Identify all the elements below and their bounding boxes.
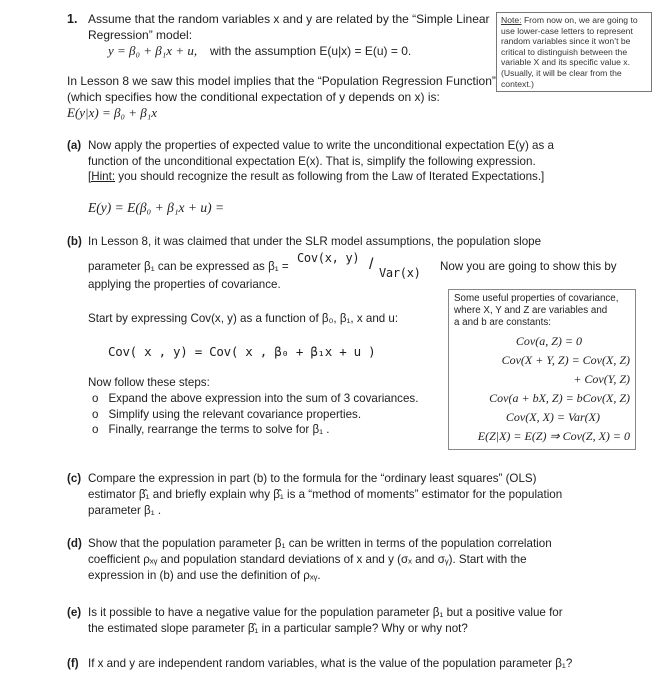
part-d-line2: coefficient ρₓᵧ and population standard deviations of x and y (σₓ and σᵧ). Start with the	[88, 553, 527, 566]
props-title-line3: a and b are constants:	[454, 317, 551, 328]
part-a-line2: function of the unconditional expectation E(x). That is, simplify the following expression.	[88, 155, 536, 168]
part-b-line3: applying the properties of covariance.	[88, 278, 281, 291]
property-1: Cov(a, Z) = 0	[515, 334, 582, 348]
part-e-line2: the estimated slope parameter β̂₁ in a particular sample? Why or why not?	[88, 622, 468, 635]
model-assumption: with the assumption E(u|x) = E(u) = 0.	[210, 44, 412, 58]
part-b-line1: In Lesson 8, it was claimed that under the SLR model assumptions, the population slope	[88, 235, 542, 248]
note-text: From now on, we are going to use lower-case letters to represent random variables since it won’t be critical to distinguish between the variable X and its specific value x. (Usually, it will be clear from the context.)	[501, 15, 638, 89]
note-label: Note:	[501, 15, 522, 25]
lesson8-line1: In Lesson 8 we saw this model implies that the “Population Regression Function”	[67, 74, 496, 88]
bullet-icon: o	[92, 407, 99, 421]
part-d-line3: expression in (b) and use the definition of ρₓᵧ.	[88, 569, 321, 582]
property-4: Cov(X, X) = Var(X)	[505, 410, 600, 424]
part-a-equation: E(y) = E(β₀ + β₁x + u) =	[88, 200, 225, 215]
part-c-line3: parameter β₁ .	[88, 504, 162, 517]
question-intro-line1: Assume that the random variables x and y are related by the “Simple Linear	[88, 12, 490, 26]
note-box	[496, 12, 652, 92]
property-2b: + Cov(Y, Z)	[573, 372, 630, 386]
question-intro-line2: Regression” model:	[88, 28, 193, 42]
bullet-icon: o	[92, 392, 99, 405]
part-b-line2a: parameter β₁ can be expressed as β₁ =	[88, 260, 289, 273]
covariance-equation: Cov( x , y) = Cov( x , β₀ + β₁x + u )	[108, 344, 376, 359]
property-3: Cov(a + bX, Z) = bCov(X, Z)	[489, 391, 630, 405]
part-c-label: (c)	[67, 472, 82, 485]
part-d-label: (d)	[67, 537, 82, 550]
part-f-label: (f)	[67, 657, 79, 670]
step-item: o Expand the above expression into the sum of 3 covariances.	[92, 392, 419, 405]
part-b-start: Start by expressing Cov(x, y) as a function of β₀, β₁, x and u:	[88, 312, 399, 325]
lesson8-line2: (which specifies how the conditional expectation of y depends on x) is:	[67, 90, 440, 104]
model-equation: y = β₀ + β₁x + u,	[108, 43, 198, 58]
part-c-line1: Compare the expression in part (b) to the formula for the “ordinary least squares” (OLS)	[88, 472, 537, 485]
part-f-line1: If x and y are independent random variables, what is the value of the population parameter β₁?	[88, 657, 573, 670]
part-b-line2b: Now you are going to show this by	[440, 260, 617, 273]
part-a-line1: Now apply the properties of expected value to write the unconditional expectation E(y) as a	[88, 139, 554, 152]
props-title-line1: Some useful properties of covariance,	[454, 293, 619, 304]
step-list	[92, 391, 432, 438]
part-a-hint	[88, 170, 544, 183]
part-d-line1: Show that the population parameter β₁ can be written in terms of the population correlation	[88, 537, 552, 550]
part-e-line1: Is it possible to have a negative value for the population parameter β₁ but a positive value for	[88, 606, 563, 619]
fraction-slash: /	[369, 256, 374, 273]
part-e-label: (e)	[67, 606, 82, 619]
step-item: o Simplify using the relevant covariance properties.	[92, 407, 362, 421]
follow-steps: Now follow these steps:	[88, 376, 210, 389]
covariance-properties-box	[448, 289, 636, 450]
props-title-line2: where X, Y and Z are variables and	[454, 305, 608, 316]
part-a-label: (a)	[67, 139, 82, 152]
property-5: E(Z|X) = E(Z) ⇒ Cov(Z, X) = 0	[477, 429, 630, 443]
fraction-denominator: Var(x)	[379, 266, 421, 280]
hint-text: you should recognize the result as following from the Law of Iterated Expectations.]	[118, 170, 545, 183]
question-number: 1.	[67, 12, 78, 26]
prf-equation: E(y|x) = β₀ + β₁x	[67, 105, 158, 120]
part-b-label: (b)	[67, 235, 82, 248]
bullet-icon: o	[92, 423, 99, 436]
step-item: o Finally, rearrange the terms to solve for β₁ .	[92, 423, 330, 436]
fraction-numerator: Cov(x, y)	[297, 251, 360, 265]
hint-label: [Hint:	[88, 170, 116, 183]
part-c-line2: estimator β̂₁ and briefly explain why β̂₁ is a “method of moments” estimator for the population	[88, 488, 563, 501]
property-2: Cov(X + Y, Z) = Cov(X, Z)	[501, 353, 630, 367]
